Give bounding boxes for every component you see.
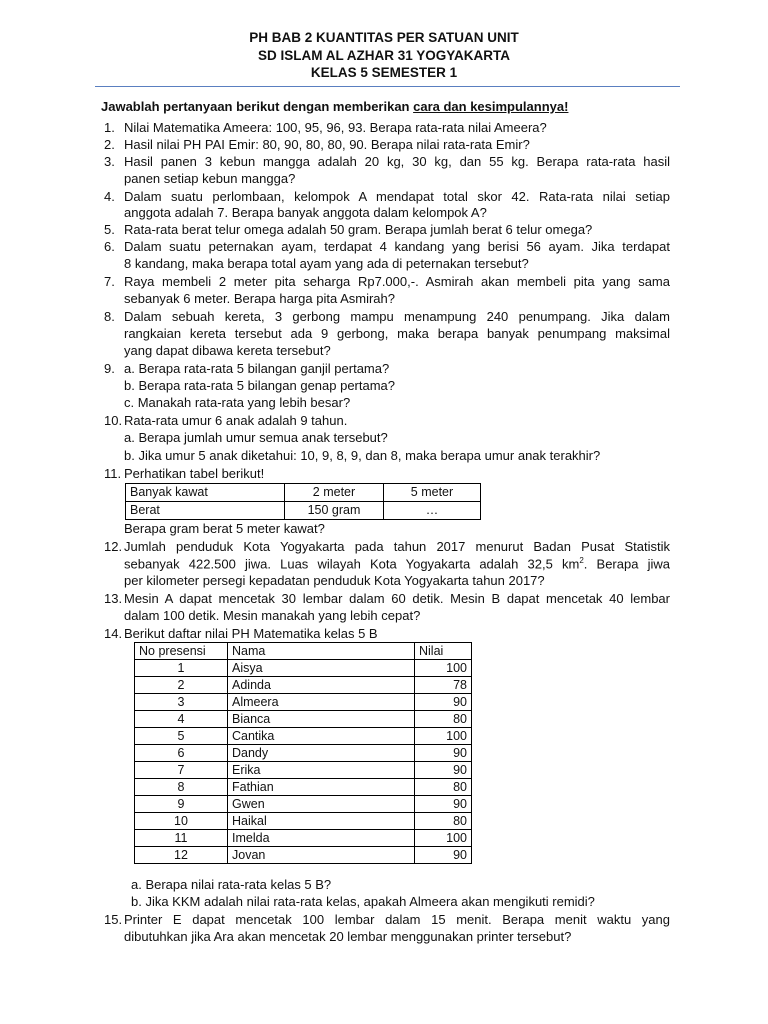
q9-number: 9.	[104, 361, 115, 376]
q15-number: 15.	[104, 912, 123, 927]
table-row	[135, 677, 472, 694]
cell-no: 1	[135, 660, 228, 677]
table-row	[135, 745, 472, 762]
q8-text-line2: rangkaian kereta tersebut ada 9 gerbong, maka berapa banyak penumpang maksimal	[124, 326, 670, 341]
q1-number: 1.	[104, 120, 115, 135]
q13-text-line2: dalam 100 detik. Mesin manakah yang lebih cepat?	[124, 608, 421, 623]
cell-nilai: 90	[415, 694, 472, 711]
q9c-text: c. Manakah rata-rata yang lebih besar?	[124, 395, 351, 410]
cell-no: 8	[135, 779, 228, 796]
cell-nilai: 90	[415, 762, 472, 779]
q12-text-line3: per kilometer persegi kepadatan penduduk Kota Yogyakarta tahun 2017?	[124, 573, 545, 588]
cell-nilai: 80	[415, 813, 472, 830]
cell-no: 3	[135, 694, 228, 711]
q6-text-line1: Dalam suatu peternakan ayam, terdapat 4 kandang yang berisi 56 ayam. Jika terdapat	[124, 239, 670, 254]
cell-nama: Dandy	[228, 745, 415, 762]
cell-no: 2	[135, 677, 228, 694]
q5-text: Rata-rata berat telur omega adalah 50 gram. Berapa jumlah berat 6 telur omega?	[124, 222, 593, 237]
table-row	[135, 762, 472, 779]
cell-nama: Erika	[228, 762, 415, 779]
table-row	[135, 847, 472, 864]
table-row	[135, 813, 472, 830]
table-row	[135, 660, 472, 677]
header-school: SD ISLAM AL AZHAR 31 YOGYAKARTA	[257, 48, 511, 63]
cell-nilai: 80	[415, 779, 472, 796]
q14b-text: b. Jika KKM adalah nilai rata-rata kelas, apakah Almeera akan mengikuti remidi?	[131, 894, 595, 909]
table-row	[135, 779, 472, 796]
q4-text-line2: anggota adalah 7. Berapa banyak anggota dalam kelompok A?	[124, 205, 487, 220]
cell-no: 6	[135, 745, 228, 762]
q11-followup: Berapa gram berat 5 meter kawat?	[124, 521, 325, 536]
table-row	[135, 694, 472, 711]
q4-text-line1: Dalam suatu perlombaan, kelompok A mendapat total skor 42. Rata-rata nilai setiap	[124, 189, 670, 204]
header-title: PH BAB 2 KUANTITAS PER SATUAN UNIT	[249, 30, 519, 45]
q12-text-line2: sebanyak 422.500 jiwa. Luas wilayah Kota Yogyakarta adalah 32,5 $km^2$. Berapa jiwa	[124, 556, 670, 572]
q2-text: Hasil nilai PH PAI Emir: 80, 90, 80, 80, 90. Berapa nilai rata-rata Emir?	[124, 137, 530, 152]
instruction: Jawablah pertanyaan berikut dengan memberikan cara dan kesimpulannya!	[101, 99, 569, 114]
cell-nama: Imelda	[228, 830, 415, 847]
table-row	[135, 796, 472, 813]
q10-text: Rata-rata umur 6 anak adalah 9 tahun.	[124, 413, 348, 428]
wire-weight-table	[125, 483, 481, 520]
cell-no: 7	[135, 762, 228, 779]
q9b-text: b. Berapa rata-rata 5 bilangan genap pertama?	[124, 378, 396, 393]
q15-text-line2: dibutuhkan jika Ara akan mencetak 20 lembar menggunakan printer tersebut?	[124, 929, 572, 944]
header-divider	[95, 86, 680, 87]
cell-nama: Almeera	[228, 694, 415, 711]
header-nama: Nama	[228, 643, 415, 660]
cell-no: 10	[135, 813, 228, 830]
cell-no: 4	[135, 711, 228, 728]
cell-nilai: 90	[415, 796, 472, 813]
header-no-presensi: No presensi	[135, 643, 228, 660]
table-cell: …	[384, 502, 481, 520]
grades-table	[134, 642, 472, 864]
q11-text: Perhatikan tabel berikut!	[124, 466, 265, 481]
q6-text-line2: 8 kandang, maka berapa total ayam yang ada di peternakan tersebut?	[124, 256, 529, 271]
table-cell: 2 meter	[285, 484, 384, 502]
table-row	[135, 711, 472, 728]
cell-no: 9	[135, 796, 228, 813]
q3-text-line1: Hasil panen 3 kebun mangga adalah 20 kg, 30 kg, dan 55 kg. Berapa rata-rata hasil	[124, 154, 670, 169]
cell-nilai: 90	[415, 847, 472, 864]
cell-nama: Haikal	[228, 813, 415, 830]
q10b-text: b. Jika umur 5 anak diketahui: 10, 9, 8, 9, dan 8, maka berapa umur anak terakhir?	[124, 448, 601, 463]
cell-nama: Aisya	[228, 660, 415, 677]
q14-number: 14.	[104, 626, 123, 641]
q14a-text: a. Berapa nilai rata-rata kelas 5 B?	[131, 877, 332, 892]
cell-nama: Jovan	[228, 847, 415, 864]
q8-text-line3: yang dapat dibawa kereta tersebut?	[124, 343, 331, 358]
q2-number: 2.	[104, 137, 115, 152]
q13-text-line1: Mesin A dapat mencetak 30 lembar dalam 60 detik. Mesin B dapat mencetak 40 lembar	[124, 591, 670, 606]
q14-text: Berikut daftar nilai PH Matematika kelas 5 B	[124, 626, 378, 641]
q11-number: 11.	[104, 466, 122, 481]
cell-nama: Gwen	[228, 796, 415, 813]
cell-nilai: 80	[415, 711, 472, 728]
q1-text: Nilai Matematika Ameera: 100, 95, 96, 93. Berapa rata-rata nilai Ameera?	[124, 120, 547, 135]
q10-number: 10.	[104, 413, 123, 428]
cell-nama: Bianca	[228, 711, 415, 728]
q9a-text: a. Berapa rata-rata 5 bilangan ganjil pertama?	[124, 361, 390, 376]
table-cell: Banyak kawat	[126, 484, 285, 502]
q7-text-line2: sebanyak 6 meter. Berapa harga pita Asmirah?	[124, 291, 395, 306]
cell-nilai: 90	[415, 745, 472, 762]
q5-number: 5.	[104, 222, 115, 237]
q12-number: 12.	[104, 539, 123, 554]
header-nilai: Nilai	[415, 643, 472, 660]
q13-number: 13.	[104, 591, 123, 606]
q12-text-line1: Jumlah penduduk Kota Yogyakarta pada tahun 2017 menurut Badan Pusat Statistik	[124, 539, 670, 554]
q3-text-line2: panen setiap kebun mangga?	[124, 171, 296, 186]
q4-number: 4.	[104, 189, 115, 204]
cell-no: 11	[135, 830, 228, 847]
table-cell: 150 gram	[285, 502, 384, 520]
table-row	[135, 728, 472, 745]
cell-nama: Cantika	[228, 728, 415, 745]
q8-text-line1: Dalam sebuah kereta, 3 gerbong mampu menampung 240 penumpang. Jika dalam	[124, 309, 670, 324]
q10a-text: a. Berapa jumlah umur semua anak tersebut?	[124, 430, 388, 445]
table-cell: Berat	[126, 502, 285, 520]
q7-number: 7.	[104, 274, 115, 289]
header-class: KELAS 5 SEMESTER 1	[310, 65, 458, 80]
table-cell: 5 meter	[384, 484, 481, 502]
cell-no: 12	[135, 847, 228, 864]
table-header-row	[135, 643, 472, 660]
q8-number: 8.	[104, 309, 115, 324]
q3-number: 3.	[104, 154, 115, 169]
q7-text-line1: Raya membeli 2 meter pita seharga Rp7.000,-. Asmirah akan membeli pita yang sama	[124, 274, 670, 289]
cell-nilai: 100	[415, 660, 472, 677]
cell-nilai: 100	[415, 830, 472, 847]
q15-text-line1: Printer E dapat mencetak 100 lembar dalam 15 menit. Berapa menit waktu yang	[124, 912, 670, 927]
cell-nama: Adinda	[228, 677, 415, 694]
cell-nilai: 100	[415, 728, 472, 745]
cell-nama: Fathian	[228, 779, 415, 796]
cell-no: 5	[135, 728, 228, 745]
table-row	[135, 830, 472, 847]
q6-number: 6.	[104, 239, 115, 254]
table-row	[126, 502, 481, 520]
cell-nilai: 78	[415, 677, 472, 694]
table-row	[126, 484, 481, 502]
